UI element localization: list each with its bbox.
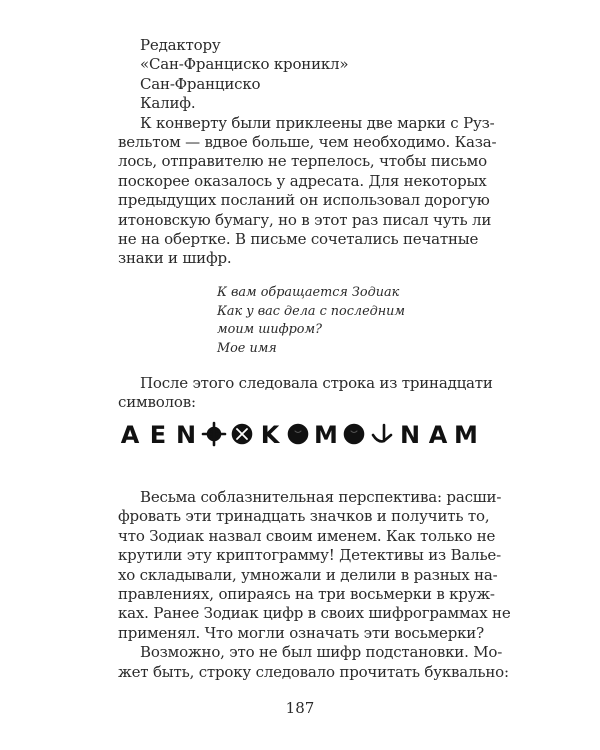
svg-text:A: A bbox=[428, 421, 448, 448]
text-line: итоновскую бумагу, но в этот раз писал чуть ли bbox=[118, 210, 492, 229]
svg-text:E: E bbox=[149, 421, 167, 448]
text-line: К конверту были приклеены две марки с Руз- bbox=[140, 113, 495, 132]
paragraph-2 bbox=[118, 374, 493, 413]
cipher-symbol-a bbox=[429, 421, 448, 448]
text-line: Возможно, это не был шифр подстановки. Мо- bbox=[140, 643, 503, 662]
text-line: фровать эти тринадцать значков и получить то, bbox=[118, 507, 490, 526]
text-line: После этого следовала строка из тринадцати bbox=[140, 374, 493, 392]
text-line: ках. Ранее Зодиак цифр в своих шифрограммах не bbox=[118, 604, 511, 623]
zodiac-cipher-string bbox=[116, 420, 480, 448]
text-line: правлениях, опираясь на три восьмерки в круж- bbox=[118, 584, 495, 603]
address-block bbox=[118, 36, 497, 269]
cipher-symbol-crossed-circle-diamond bbox=[203, 423, 225, 445]
cipher-symbol-k bbox=[261, 421, 281, 448]
cipher-symbol-n bbox=[176, 421, 196, 448]
cipher-symbol-filled-circle bbox=[345, 425, 363, 443]
cipher-symbol-m bbox=[314, 421, 338, 448]
svg-text:M: M bbox=[314, 421, 338, 448]
text-line: вельтом — вдвое больше, чем необходимо. Каза- bbox=[118, 132, 497, 151]
quote-line: Как у вас дела с последним bbox=[217, 303, 406, 319]
text-line: не на обертке. В письме сочетались печатные bbox=[118, 229, 479, 248]
text-line: знаки и шифр. bbox=[118, 249, 232, 268]
text-line: применял. Что могли означать эти восьмерки? bbox=[118, 623, 484, 642]
cipher-symbol-inverted-t bbox=[373, 425, 391, 441]
text-line: Весьма соблазнительная перспектива: расши- bbox=[140, 488, 502, 506]
address-line: Редактору bbox=[140, 36, 221, 54]
address-line: «Сан-Франциско кроникл» bbox=[140, 55, 349, 74]
cipher-symbol-circle-with-cross bbox=[233, 425, 251, 443]
paragraph-1 bbox=[118, 113, 497, 269]
page-number: 187 bbox=[285, 699, 315, 717]
text-line: что Зодиак назвал своим именем. Как только не bbox=[118, 526, 496, 545]
svg-text:K: K bbox=[260, 421, 280, 448]
text-line: поскорее оказалось у адресата. Для некоторых bbox=[118, 171, 487, 190]
letter-quote bbox=[217, 284, 405, 358]
text-line: жет быть, строку следовало прочитать буквально: bbox=[118, 662, 509, 681]
text-line: лось, отправителю не терпелось, чтобы письмо bbox=[118, 152, 487, 171]
quote-line: К вам обращается Зодиак bbox=[217, 285, 400, 300]
svg-text:N: N bbox=[399, 421, 421, 448]
text-line: предыдущих посланий он использовал дорогую bbox=[118, 191, 490, 210]
svg-text:M: M bbox=[454, 421, 478, 448]
text-line: крутили эту криптограмму! Детективы из Валье- bbox=[118, 546, 501, 565]
cipher-symbol-a bbox=[121, 421, 140, 448]
cipher-symbol-e bbox=[150, 421, 166, 448]
cipher-symbol-n bbox=[400, 421, 420, 448]
cipher-symbol-m bbox=[454, 421, 478, 448]
quote-line: Мое имя bbox=[217, 340, 277, 356]
address-line: Сан-Франциско bbox=[140, 74, 261, 93]
quote-line: моим шифром? bbox=[217, 322, 322, 338]
paragraph-3 bbox=[118, 488, 511, 682]
cipher-symbol-filled-circle bbox=[289, 425, 307, 443]
address-line: Калиф. bbox=[140, 94, 196, 113]
text-line: хо складывали, умножали и делили в разных на- bbox=[118, 565, 498, 584]
svg-text:A: A bbox=[120, 421, 140, 448]
text-line: символов: bbox=[118, 393, 196, 412]
svg-text:N: N bbox=[175, 421, 197, 448]
